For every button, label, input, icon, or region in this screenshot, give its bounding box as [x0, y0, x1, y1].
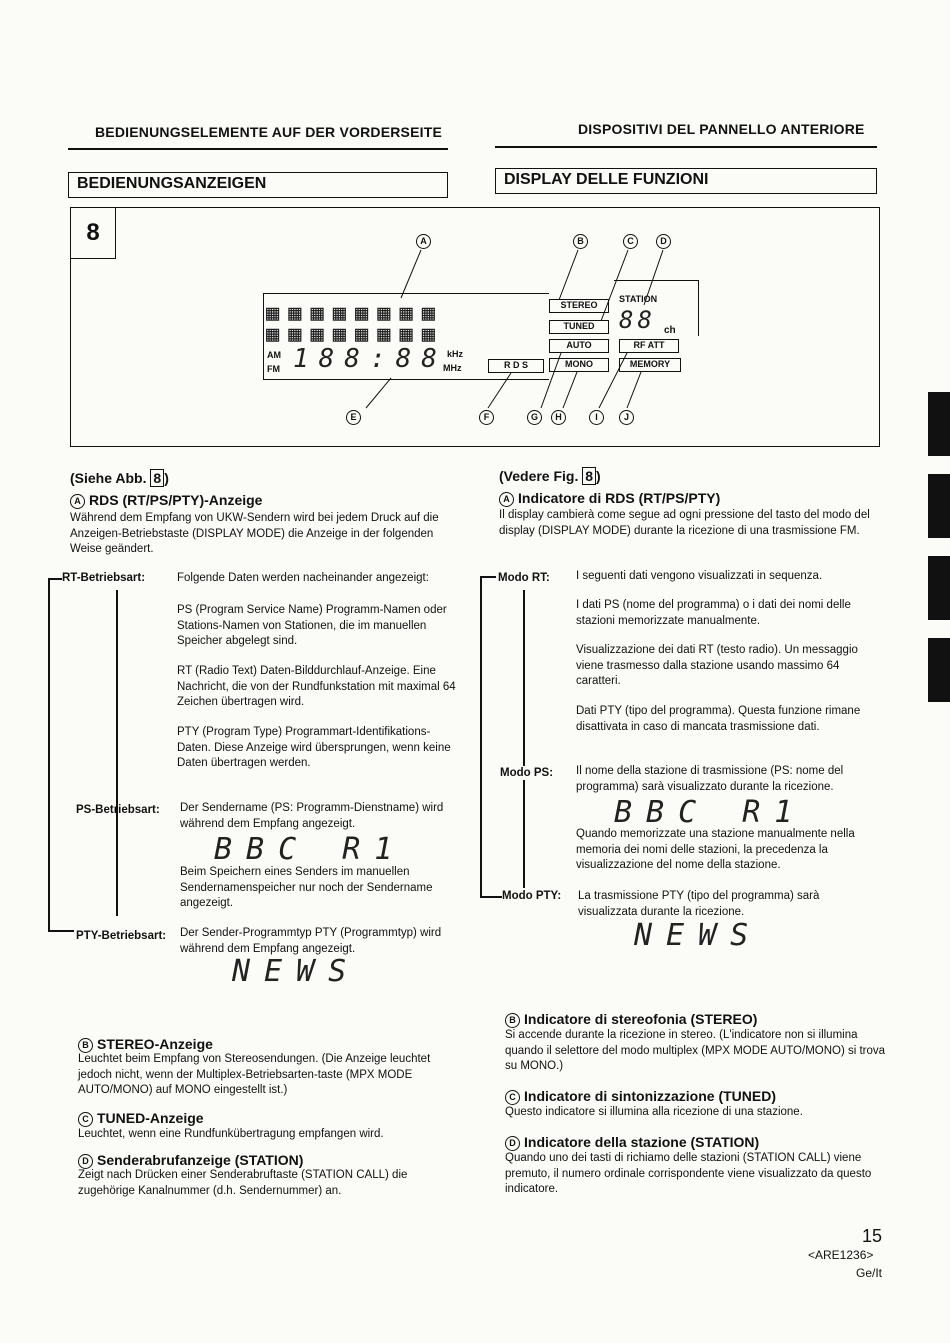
it-ps-label: Modo PS:	[500, 767, 554, 779]
callout-a: A	[416, 232, 435, 249]
callout-i: I	[589, 408, 608, 426]
header-rule-right	[495, 146, 877, 148]
it-rt-text: I seguenti dati vengono visualizzati in sequenza.	[576, 570, 823, 582]
side-tab-3	[928, 556, 950, 620]
de-pty-display: NEWS	[232, 954, 361, 989]
it-flow-bottom	[480, 896, 502, 898]
leader-lines	[71, 208, 878, 445]
callout-b: B	[573, 232, 592, 249]
header-left: BEDIENUNGSELEMENTE AUF DER VORDERSEITE	[95, 124, 443, 140]
tuned-indicator: TUNED	[549, 320, 609, 334]
mhz-label: MHz	[443, 363, 462, 373]
it-rt-desc: Visualizzazione dei dati RT (testo radio). Un messaggio viene trasmesso dalla stazione usando massimo 64 caratteri.	[576, 644, 858, 687]
de-rt-desc: RT (Radio Text) Daten-Bilddurchlauf-Anzeige. Eine Nachricht, die von der Rundfunkstation mit maximal 64 Zeichen übertragen wird.	[177, 665, 456, 708]
de-ps-label: PS-Betriebsart:	[76, 804, 160, 816]
it-a-title: A Indicatore di RDS (RT/PS/PTY)	[499, 490, 720, 507]
de-flow-top	[48, 578, 62, 580]
language-code: Ge/It	[856, 1266, 883, 1280]
de-flow-bottom	[48, 930, 74, 932]
stereo-indicator: STEREO	[549, 299, 609, 313]
header-rule-left	[68, 148, 448, 150]
lcd-dot-matrix-lower: ▦▦▦▦▦▦▦▦	[266, 322, 444, 347]
display-figure	[70, 207, 880, 447]
lcd-dot-matrix: ▦▦▦▦▦▦▦▦	[266, 301, 444, 326]
side-tab-1	[928, 392, 950, 456]
it-flow-inner	[523, 590, 525, 766]
figure-number: 8	[71, 208, 116, 259]
khz-label: kHz	[447, 349, 464, 359]
side-tab-2	[928, 474, 950, 538]
de-ps-display: BBC R1	[214, 832, 407, 867]
de-ps-desc: PS (Program Service Name) Programm-Namen oder Stations-Namen von Stationen, die im manuellen Speicher abgelegt sind.	[177, 604, 447, 647]
doc-code: <ARE1236>	[808, 1248, 874, 1262]
de-b-title: B STEREO-Anzeige	[78, 1036, 213, 1053]
de-see-fig: (Siehe Abb. 8 )	[70, 470, 169, 486]
rds-indicator: R D S	[488, 359, 544, 373]
it-b-title: B Indicatore di stereofonia (STEREO)	[505, 1011, 757, 1028]
section-title-left: BEDIENUNGSANZEIGEN	[68, 172, 448, 198]
frequency-display: 188:88	[293, 344, 447, 374]
de-pty-desc: PTY (Program Type) Programmart-Identifikations-Daten. Diese Anzeige wird übersprungen, wenn keine Daten übertragen werden.	[177, 726, 451, 769]
callout-c: C	[623, 232, 642, 249]
it-flow-inner2	[523, 780, 525, 888]
de-flow-inner	[116, 590, 118, 916]
callout-j: J	[619, 408, 638, 426]
it-pty-display: NEWS	[634, 918, 763, 953]
de-rt-label: RT-Betriebsart:	[62, 572, 146, 584]
it-c-text: Questo indicatore si illumina alla ricezione di una stazione.	[505, 1106, 803, 1118]
de-ps-text2: Beim Speichern eines Senders im manuellen Sendernamenspeicher nur noch der Sendername angezeigt.	[180, 866, 433, 909]
rf-att-indicator: RF ATT	[619, 339, 679, 353]
it-d-text: Quando uno dei tasti di richiamo delle stazioni (STATION CALL) viene premuto, il numero ordinale corrispondente viene visualizzato da questo indicatore.	[505, 1152, 872, 1195]
de-d-title: D Senderabrufanzeige (STATION)	[78, 1152, 303, 1169]
side-tab-4	[928, 638, 950, 702]
callout-f: F	[479, 408, 498, 426]
it-pty-text: La trasmissione PTY (tipo del programma) sarà visualizzata durante la ricezione.	[578, 890, 820, 918]
callout-h: H	[551, 408, 570, 426]
it-d-title: D Indicatore della stazione (STATION)	[505, 1134, 759, 1151]
callout-g: G	[527, 408, 546, 426]
it-ps-text2: Quando memorizzate una stazione manualmente nella memoria dei nomi delle stazioni, la precedenza la visualizzazione del nome della stazione.	[576, 828, 855, 871]
de-rt-text: Folgende Daten werden nacheinander angezeigt:	[177, 572, 429, 584]
header-right: DISPOSITIVI DEL PANNELLO ANTERIORE	[578, 121, 865, 137]
section-title-right: DISPLAY DELLE FUNZIONI	[495, 168, 877, 194]
callout-e: E	[346, 408, 365, 426]
de-c-title: C TUNED-Anzeige	[78, 1110, 204, 1127]
it-rt-label: Modo RT:	[498, 572, 550, 584]
de-pty-label: PTY-Betriebsart:	[76, 930, 167, 942]
it-pty-desc: Dati PTY (tipo del programma). Questa funzione rimane disattivata in caso di mancata trasmissione dati.	[576, 705, 861, 733]
de-ps-text: Der Sendername (PS: Programm-Dienstname) wird während dem Empfang angezeigt.	[180, 802, 444, 830]
de-a-title: A RDS (RT/PS/PTY)-Anzeige	[70, 492, 262, 509]
am-label: AM	[267, 350, 281, 360]
mono-indicator: MONO	[549, 358, 609, 372]
channel-display: 88	[619, 306, 656, 334]
it-flow-line	[480, 576, 482, 896]
ch-label: ch	[664, 325, 676, 336]
fm-label: FM	[267, 364, 280, 374]
callout-d: D	[656, 232, 675, 249]
de-d-text: Zeigt nach Drücken einer Senderabruftaste (STATION CALL) die zugehörige Kanalnummer (d.h. Sendernummer) an.	[78, 1169, 408, 1197]
page-number: 15	[862, 1226, 883, 1246]
it-see-fig: (Vedere Fig. 8 )	[499, 468, 601, 484]
it-ps-text: Il nome della stazione di trasmissione (PS: nome del programma) sarà visualizzato durante la ricezione.	[576, 765, 844, 793]
de-pty-text: Der Sender-Programmtyp PTY (Programmtyp) wird während dem Empfang angezeigt.	[180, 927, 442, 955]
de-b-text: Leuchtet beim Empfang von Stereosendungen. (Die Anzeige leuchtet jedoch nicht, wenn der Multiplex-Betriebsarten-taste (MPX MODE AUTO/MONO) auf MONO eingestellt ist.)	[78, 1053, 431, 1096]
it-a-text: Il display cambierà come segue ad ogni pressione del tasto del modo del display (DISPLAY MODE) durante la ricezione di una trasmissione FM.	[499, 509, 870, 537]
de-flow-line	[48, 578, 50, 930]
it-pty-label: Modo PTY:	[502, 890, 562, 902]
it-ps-desc: I dati PS (nome del programma) o i dati dei nomi delle stazioni memorizzate manualmente.	[576, 599, 851, 627]
it-c-title: C Indicatore di sintonizzazione (TUNED)	[505, 1088, 776, 1105]
station-label: STATION	[619, 294, 658, 304]
memory-indicator: MEMORY	[619, 358, 681, 372]
it-flow-top	[480, 576, 496, 578]
de-a-text: Während dem Empfang von UKW-Sendern wird bei jedem Druck auf die Anzeigen-Betriebstaste (DISPLAY MODE) die Anzeige in der folgenden Weise geändert.	[70, 512, 439, 555]
auto-indicator: AUTO	[549, 339, 609, 353]
it-ps-display: BBC R1	[614, 795, 807, 830]
it-b-text: Si accende durante la ricezione in stereo. (L'indicatore non si illumina quando il selettore del modo multiplex (MPX MODE AUTO/MONO) si trova su MONO.)	[505, 1029, 886, 1072]
de-c-text: Leuchtet, wenn eine Rundfunkübertragung empfangen wird.	[78, 1128, 384, 1140]
